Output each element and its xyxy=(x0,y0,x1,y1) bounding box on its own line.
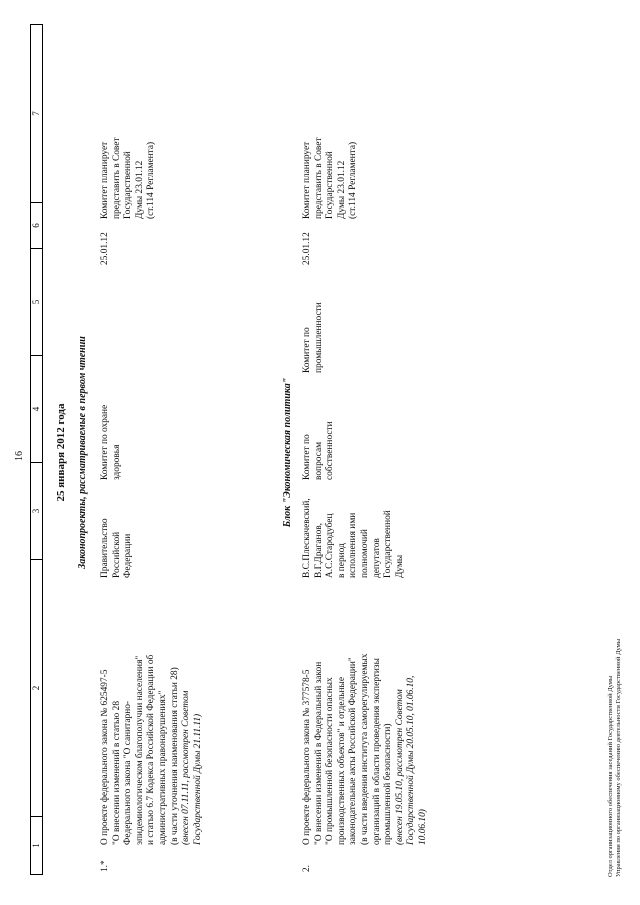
item-number: 2. xyxy=(302,864,312,872)
column-number: 6 xyxy=(31,203,43,249)
column-number: 1 xyxy=(31,817,43,875)
co-executor-committee: Комитет по промышленности xyxy=(302,302,324,373)
page-number: 16 xyxy=(14,451,25,461)
review-date: 25.01.12 xyxy=(100,232,110,265)
review-date: 25.01.12 xyxy=(302,232,312,265)
column-number: 3 xyxy=(31,463,43,560)
block-title: Блок "Экономическая политика" xyxy=(282,377,293,528)
bill-author: В.С.Плескачевский, В.Г.Драганов, А.С.Стародубец в период исполнения ими полномочий депутатов Государственной Думы xyxy=(302,498,405,578)
bill-title: О проекте федерального закона № 625497-5 "О внесении изменений в статью 28 Федерального закона "О санитарно- эпидемиологическом благополучии населения" и статью 6.7 Кодекса Российской Федерации об административных правонарушениях" (в части уточнения наименования статьи 28) (внесен 07.11.11, рассмотрен Советом Государственной Думы 21.11.11) xyxy=(100,654,203,845)
committee-note: Комитет планирует представить в Совет Государственной Думы 23.01.12 (ст.114 Регламента) xyxy=(100,137,157,219)
column-header-row xyxy=(30,24,43,875)
committee-note: Комитет планирует представить в Совет Государственной Думы 23.01.12 (ст.114 Регламента) xyxy=(302,137,359,219)
item-number: 1.* xyxy=(100,860,110,872)
column-number: 7 xyxy=(31,25,43,203)
responsible-committee: Комитет по вопросам собственности xyxy=(302,421,336,480)
date-title: 25 января 2012 года xyxy=(55,403,67,502)
section-title: Законопроекты, рассматриваемые в первом чтении xyxy=(77,336,88,569)
footer-department: Отдел организационного обеспечения заседаний Государственной Думы Управления по организационному обеспечению деятельности Государственной Думы xyxy=(607,638,622,877)
bill-title: О проекте федерального закона № 377578-5 "О внесении изменений в Федеральный закон "О промышленной безопасности опасных производственных объектов" и отдельные законодательные акты Российской Федерации" (в части введения института саморегулируемых организаций в области проведения экспертизы промышленной безопасности) (внесен 19.05.10, рассмотрен Советом Государственной Думы 20.05.10, 01.06.10, 10.06.10) xyxy=(302,653,428,845)
column-number: 5 xyxy=(31,249,43,356)
column-number: 4 xyxy=(31,356,43,463)
bill-author: Правительство Российской Федерации xyxy=(100,518,134,578)
responsible-committee: Комитет по охране здоровья xyxy=(100,404,122,480)
column-number: 2 xyxy=(31,560,43,817)
